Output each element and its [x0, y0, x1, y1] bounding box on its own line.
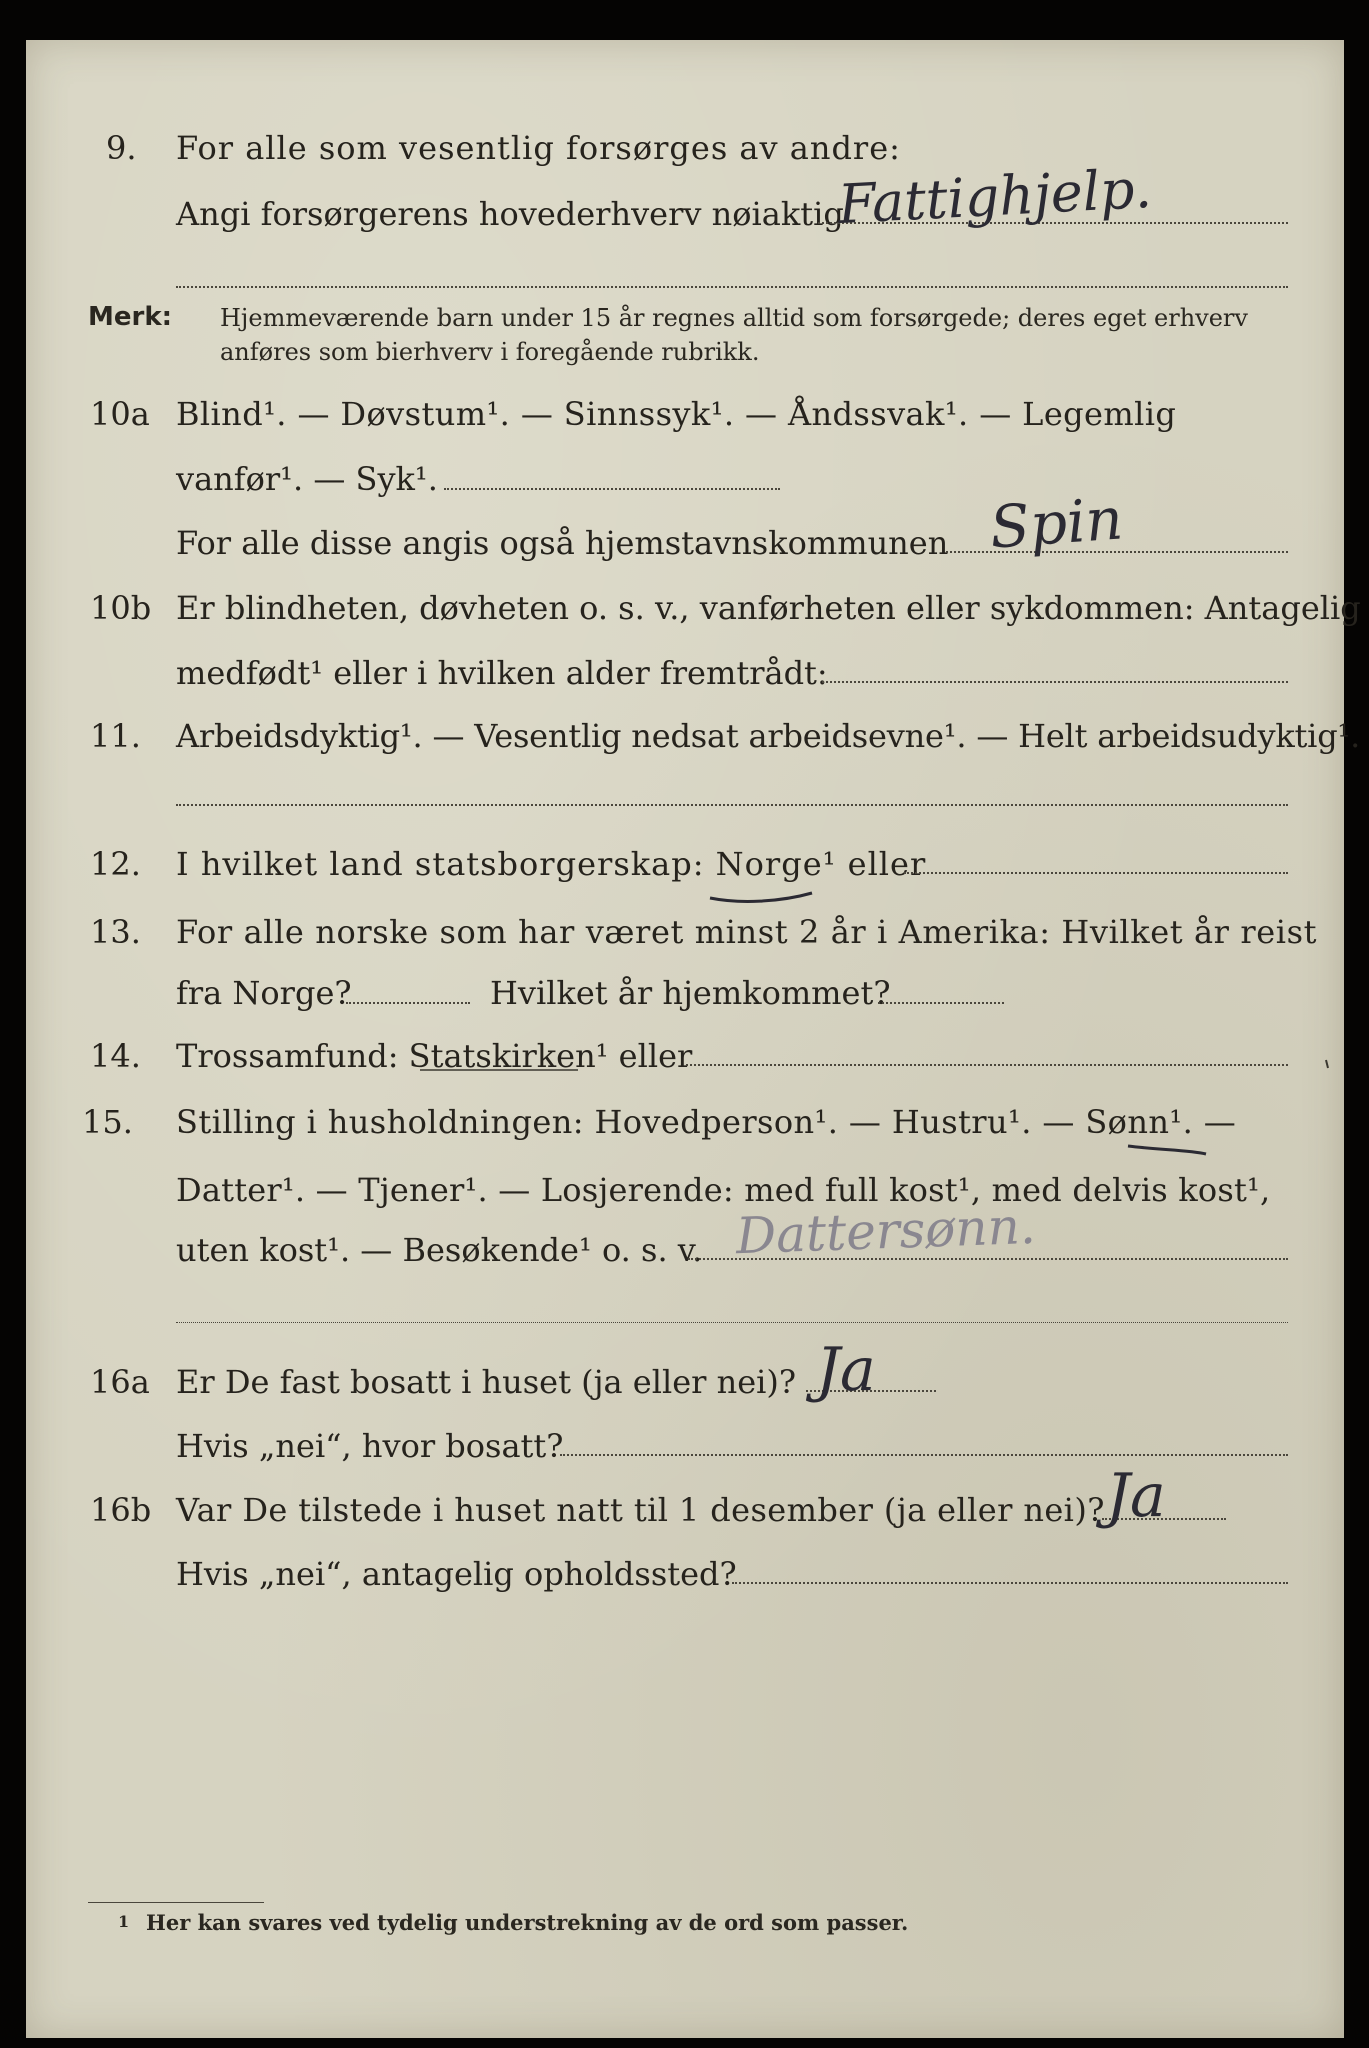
q13-line1: For alle norske som har været minst 2 år i Amerika: Hvilket år reist	[176, 913, 1318, 951]
q10b-number: 10b	[90, 589, 152, 627]
footnote-mark: 1	[118, 1912, 130, 1931]
q14-number: 14.	[90, 1037, 141, 1075]
q10b-line1: Er blindheten, døvheten o. s. v., vanførheten eller sykdommen: Antagelig	[176, 589, 1361, 627]
q9-answer-handwritten: Fattighjelp.	[836, 156, 1154, 237]
q9-line1: For alle som vesentlig forsørges av andre:	[176, 129, 901, 167]
q14-line1: Trossamfund: Statskirken¹ eller	[176, 1037, 693, 1075]
merk-line1: Hjemmeværende barn under 15 år regnes alltid som forsørgede; deres eget erhverv	[220, 304, 1248, 332]
q12-line1: I hvilket land statsborgerskap: Norge¹ eller	[176, 845, 927, 883]
q9-line2: Angi forsørgerens hovederhverv nøiaktig	[176, 195, 844, 233]
q16a-answer-handwritten: Ja	[816, 1335, 876, 1405]
q10b-line2: medfødt¹ eller i hvilken alder fremtrådt:	[176, 654, 828, 692]
q16b-line2: Hvis „nei“, antagelig opholdssted?	[176, 1555, 737, 1593]
q10a-number: 10a	[90, 395, 150, 433]
q15-number: 15.	[82, 1103, 133, 1141]
q15-line1: Stilling i husholdningen: Hovedperson¹. — Hustru¹. — Sønn¹. —	[176, 1103, 1237, 1141]
q16a-number: 16a	[90, 1363, 150, 1401]
q15-line3: uten kost¹. — Besøkende¹ o. s. v.	[176, 1231, 703, 1269]
q12-number: 12.	[90, 845, 141, 883]
q10a-answer-handwritten: Spin	[987, 484, 1125, 562]
q9-number: 9.	[106, 129, 137, 167]
q13-line2a: fra Norge?	[176, 974, 352, 1012]
q16a-line1: Er De fast bosatt i huset (ja eller nei)?	[176, 1363, 797, 1401]
q16a-line2: Hvis „nei“, hvor bosatt?	[176, 1427, 564, 1465]
q16b-answer-handwritten: Ja	[1106, 1461, 1166, 1531]
q16b-line1: Var De tilstede i huset natt til 1 desember (ja eller nei)?	[176, 1491, 1105, 1529]
norge-underline-mark	[710, 893, 812, 901]
q15-line2: Datter¹. — Tjener¹. — Losjerende: med full kost¹, med delvis kost¹,	[176, 1171, 1271, 1209]
q11-line1: Arbeidsdyktig¹. — Vesentlig nedsat arbeidsevne¹. — Helt arbeidsudyktig¹.	[176, 717, 1361, 755]
q13-line2b: Hvilket år hjemkommet?	[490, 974, 891, 1012]
q10a-line2: vanfør¹. — Syk¹.	[176, 460, 438, 498]
merk-label: Merk:	[88, 302, 173, 332]
footnote-text: Her kan svares ved tydelig understrekning av de ord som passer.	[146, 1910, 909, 1935]
margin-tick-mark	[1326, 1060, 1328, 1068]
sonn-underline-mark	[1128, 1146, 1206, 1154]
q10a-line1: Blind¹. — Døvstum¹. — Sinnssyk¹. — Åndssvak¹. — Legemlig	[176, 395, 1177, 433]
q10a-line3: For alle disse angis også hjemstavnskommunen	[176, 524, 949, 562]
q15-answer-handwritten: Dattersønn.	[735, 1196, 1037, 1266]
q11-number: 11.	[90, 717, 141, 755]
q13-number: 13.	[90, 913, 141, 951]
merk-line2: anføres som bierhverv i foregående rubrikk.	[220, 338, 760, 366]
q16b-number: 16b	[90, 1491, 152, 1529]
